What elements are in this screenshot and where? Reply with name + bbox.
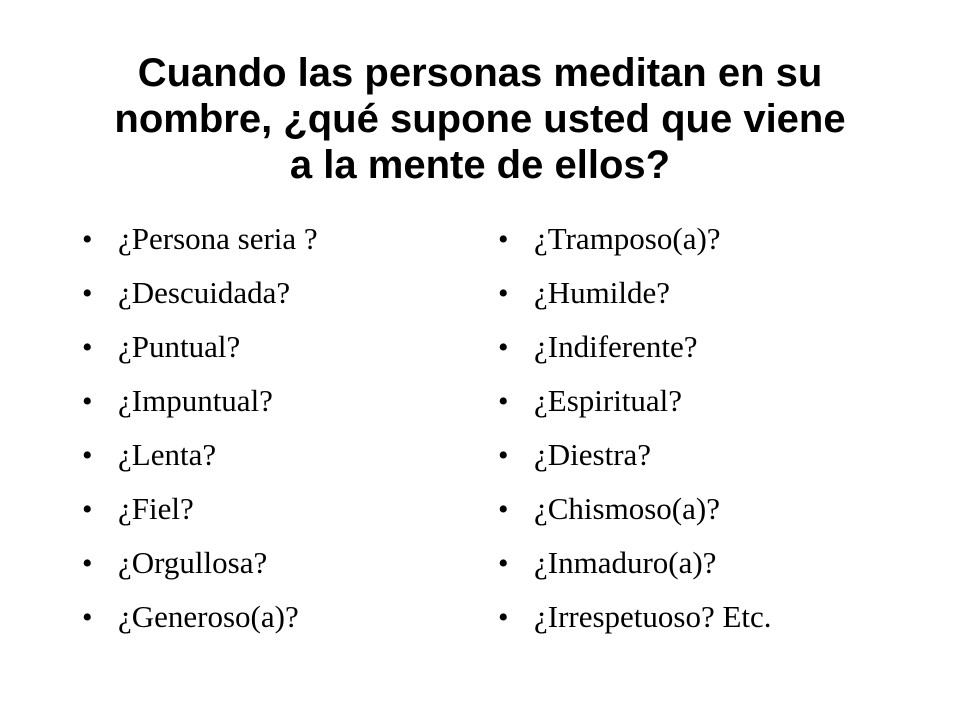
list-item (498, 590, 918, 644)
bullet-icon: • (82, 547, 93, 580)
right-bullet-list (498, 212, 918, 644)
list-item (82, 374, 462, 428)
list-item-text: ¿Tramposo(a)? (534, 221, 721, 256)
list-item (498, 428, 918, 482)
list-item (82, 428, 462, 482)
bullet-icon: • (498, 277, 509, 310)
list-item (82, 536, 462, 590)
list-item-text: ¿Chismoso(a)? (534, 491, 720, 526)
bullet-icon: • (498, 223, 509, 256)
list-item-text: ¿Indiferente? (534, 329, 698, 364)
list-item (498, 320, 918, 374)
list-item-text: ¿Persona seria ? (118, 221, 318, 256)
list-item-text: ¿Diestra? (534, 437, 652, 472)
list-item-text: ¿Impuntual? (118, 383, 273, 418)
bullet-icon: • (498, 547, 509, 580)
list-item-text: ¿Humilde? (534, 275, 671, 310)
list-item (82, 212, 462, 266)
left-bullet-list (82, 212, 462, 644)
list-item-text: ¿Fiel? (118, 491, 194, 526)
list-item (498, 536, 918, 590)
bullet-icon: • (82, 439, 93, 472)
bullet-icon: • (82, 385, 93, 418)
list-item (498, 374, 918, 428)
list-item (82, 266, 462, 320)
bullet-icon: • (498, 601, 509, 634)
bullet-icon: • (498, 493, 509, 526)
list-item-text: ¿Descuidada? (118, 275, 291, 310)
list-item (498, 482, 918, 536)
bullet-icon: • (82, 601, 93, 634)
bullet-icon: • (498, 385, 509, 418)
bullet-icon: • (82, 493, 93, 526)
bullet-icon: • (498, 331, 509, 364)
title-line-1: Cuando las personas meditan en su (137, 51, 823, 95)
list-item-text: ¿Espiritual? (534, 383, 683, 418)
bullet-icon: • (498, 439, 509, 472)
list-item-text: ¿Inmaduro(a)? (534, 545, 717, 580)
list-item (82, 320, 462, 374)
title-line-3: a la mente de ellos? (289, 143, 671, 187)
list-item-text: ¿Orgullosa? (118, 545, 268, 580)
list-item (82, 482, 462, 536)
list-item-text: ¿Irrespetuoso? Etc. (534, 599, 772, 634)
list-item (498, 212, 918, 266)
list-item-text: ¿Puntual? (118, 329, 241, 364)
list-item (82, 590, 462, 644)
list-item-text: ¿Lenta? (118, 437, 217, 472)
bullet-icon: • (82, 223, 93, 256)
slide-title (60, 50, 900, 188)
list-item-text: ¿Generoso(a)? (118, 599, 299, 634)
list-item (498, 266, 918, 320)
bullet-icon: • (82, 331, 93, 364)
title-line-2: nombre, ¿qué supone usted que viene (114, 97, 846, 141)
bullet-icon: • (82, 277, 93, 310)
